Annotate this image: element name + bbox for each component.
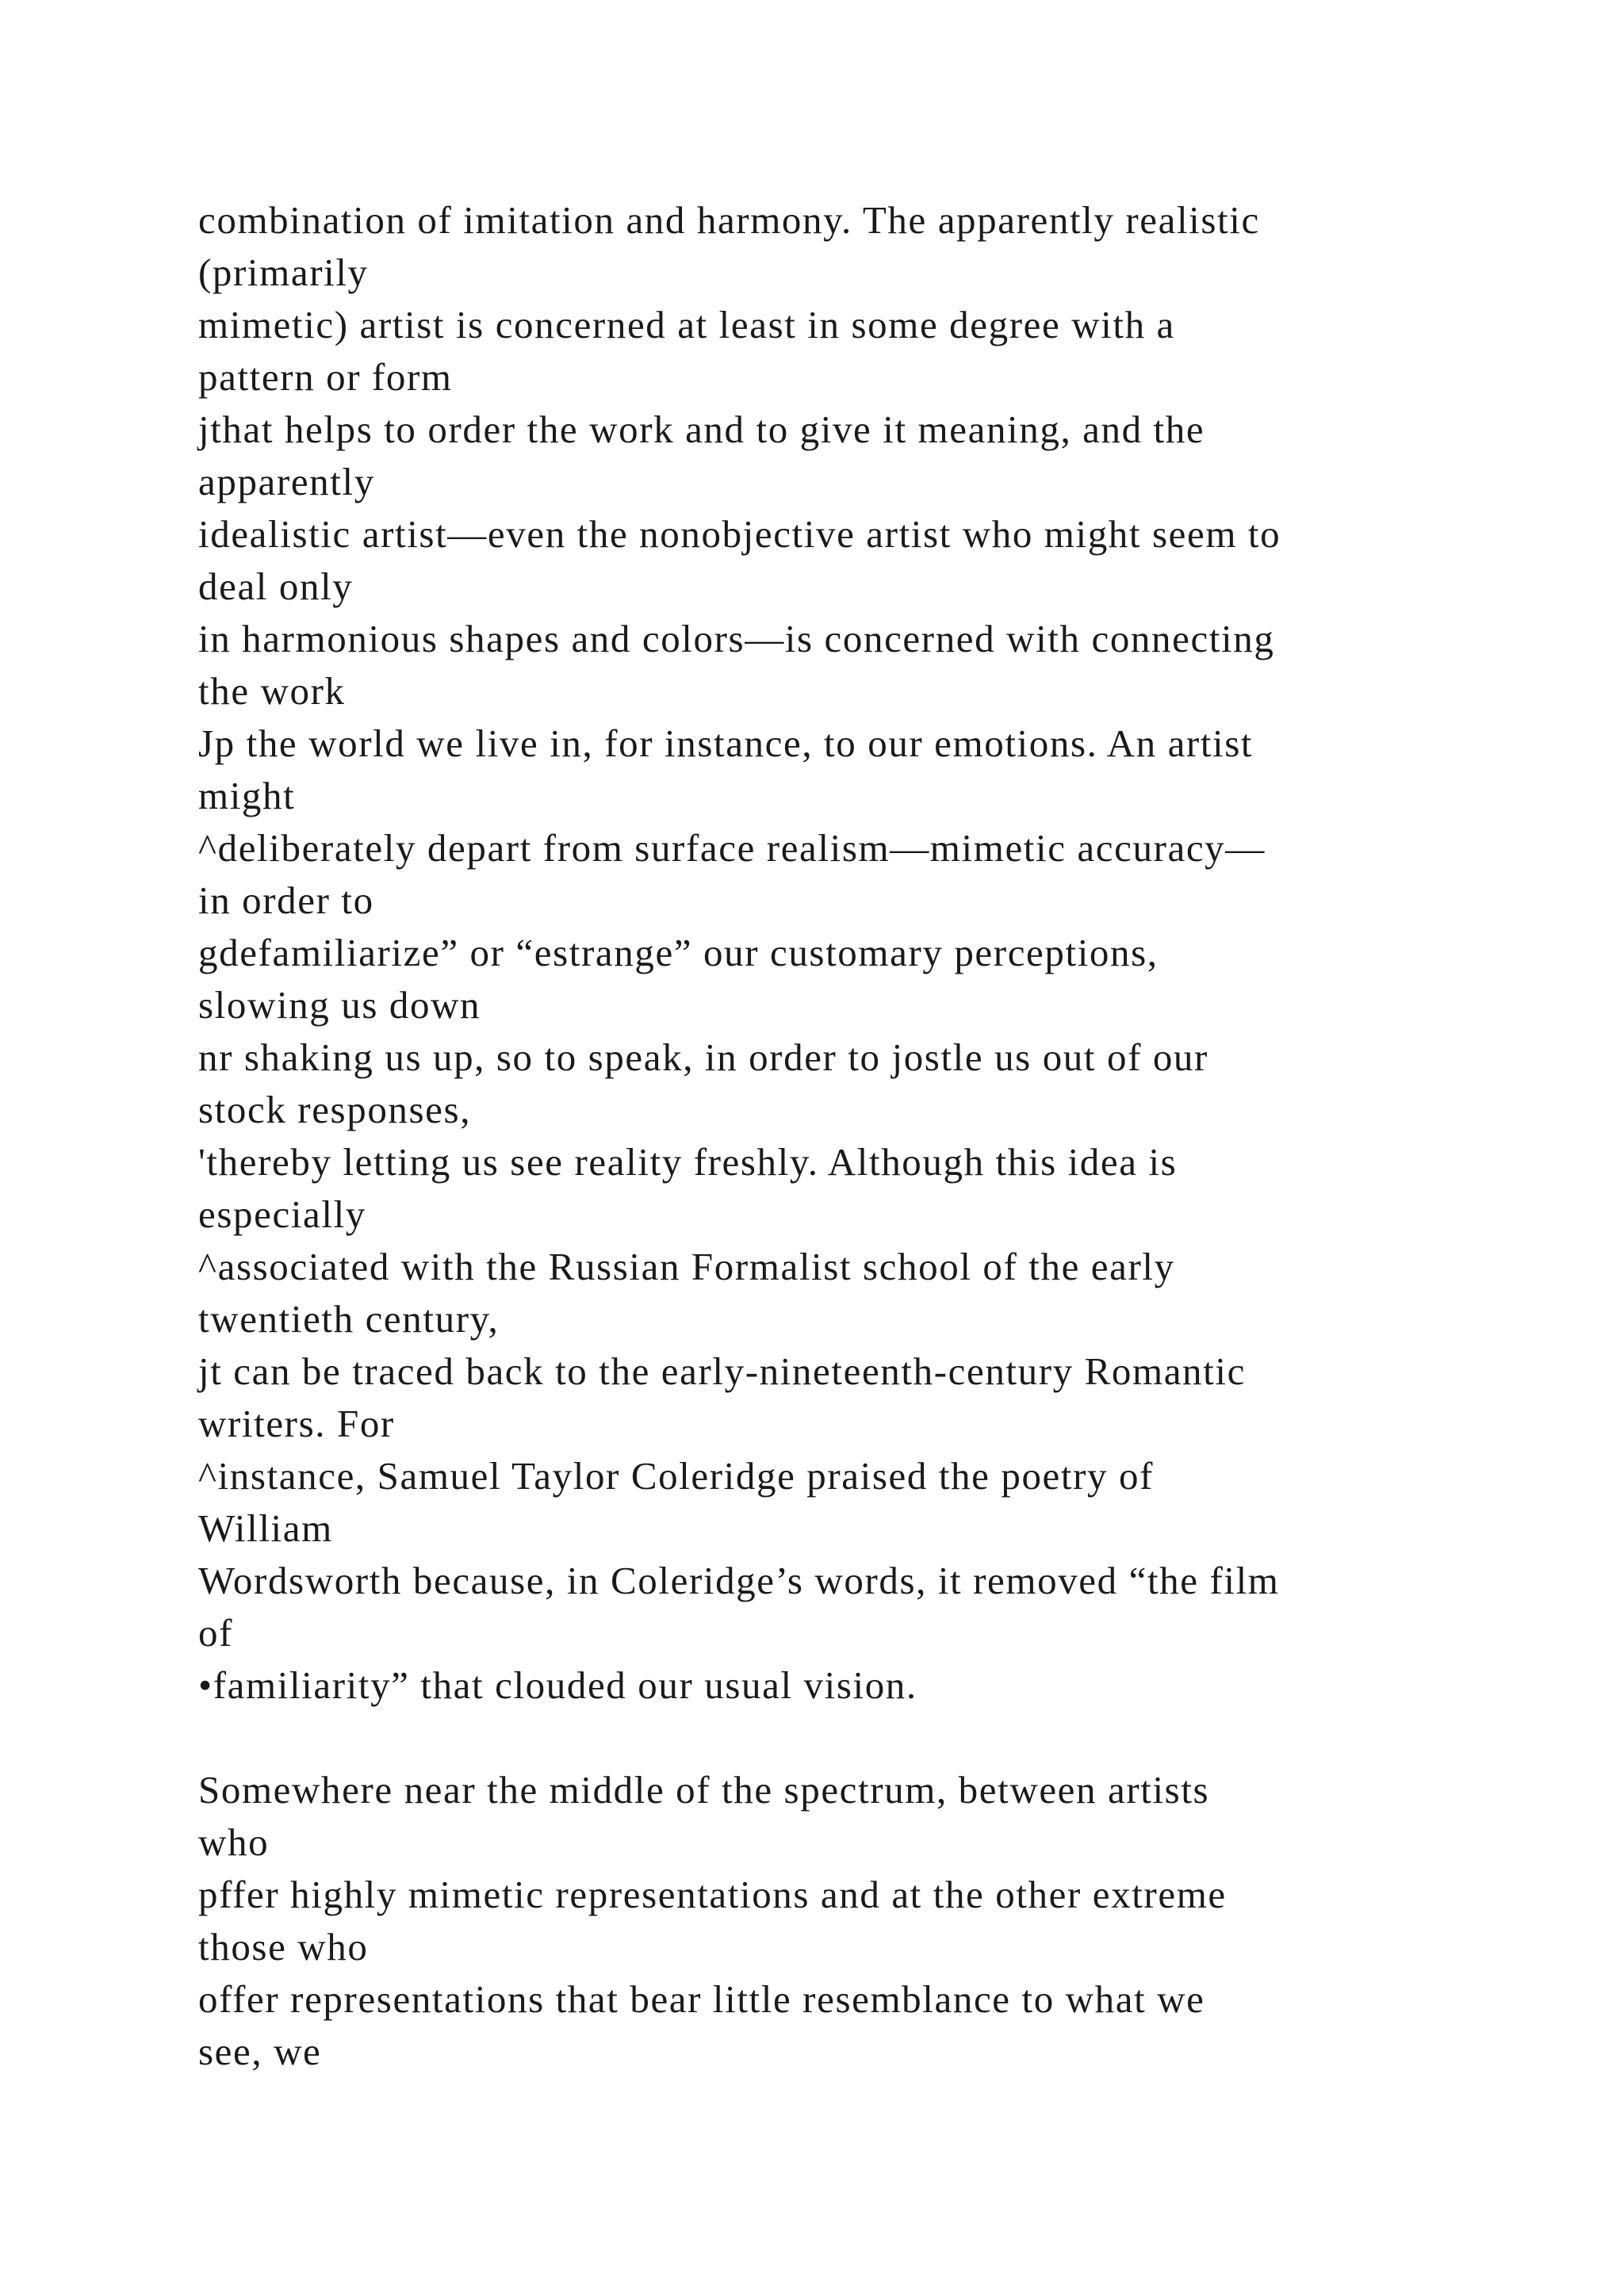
text-line: Jp the world we live in, for instance, to our emotions. An artist	[198, 721, 1254, 765]
text-line: ^instance, Samuel Taylor Coleridge praised the poetry of	[198, 1454, 1154, 1498]
text-line: who	[198, 1820, 270, 1864]
text-line: apparently	[198, 460, 375, 503]
text-line: deal only	[198, 564, 354, 608]
text-line: the work	[198, 669, 346, 713]
paragraph-2	[198, 1764, 1515, 2078]
text-line: offer representations that bear little resemblance to what we	[198, 1977, 1205, 2021]
text-line: 'thereby letting us see reality freshly. Although this idea is	[198, 1140, 1178, 1184]
text-line: combination of imitation and harmony. The apparently realistic	[198, 198, 1260, 242]
text-line: nr shaking us up, so to speak, in order to jostle us out of our	[198, 1035, 1208, 1079]
text-line: •familiarity” that clouded our usual vision.	[198, 1663, 917, 1707]
text-line: might	[198, 774, 296, 817]
paragraph-1	[198, 194, 1515, 1712]
text-line: mimetic) artist is concerned at least in some degree with a	[198, 303, 1175, 346]
text-line: writers. For	[198, 1402, 395, 1445]
text-line: those who	[198, 1925, 369, 1969]
text-line: pffer highly mimetic representations and at the other extreme	[198, 1873, 1227, 1916]
text-line: William	[198, 1506, 333, 1550]
text-line: ^deliberately depart from surface realism—mimetic accuracy—	[198, 826, 1266, 870]
text-line: idealistic artist—even the nonobjective artist who might seem to	[198, 512, 1281, 556]
text-line: slowing us down	[198, 983, 481, 1027]
text-line: see, we	[198, 2030, 322, 2073]
text-line: in harmonious shapes and colors—is concerned with connecting	[198, 617, 1275, 660]
text-line: in order to	[198, 878, 374, 922]
text-line: of	[198, 1611, 234, 1655]
text-line: especially	[198, 1192, 366, 1236]
text-line: stock responses,	[198, 1088, 472, 1131]
text-line: Wordsworth because, in Coleridge’s words, it removed “the film	[198, 1559, 1280, 1602]
text-line: Somewhere near the middle of the spectrum, between artists	[198, 1768, 1210, 1812]
text-line: (primarily	[198, 251, 369, 294]
text-line: ^associated with the Russian Formalist school of the early	[198, 1245, 1175, 1288]
text-line: jthat helps to order the work and to give it meaning, and the	[198, 408, 1205, 451]
text-line: jt can be traced back to the early-nineteenth-century Romantic	[198, 1349, 1246, 1393]
text-line: twentieth century,	[198, 1297, 500, 1341]
paragraph-gap	[198, 1712, 1515, 1764]
text-line: gdefamiliarize” or “estrange” our customary perceptions,	[198, 931, 1159, 974]
text-line: pattern or form	[198, 355, 453, 399]
body-text	[198, 194, 1515, 2078]
